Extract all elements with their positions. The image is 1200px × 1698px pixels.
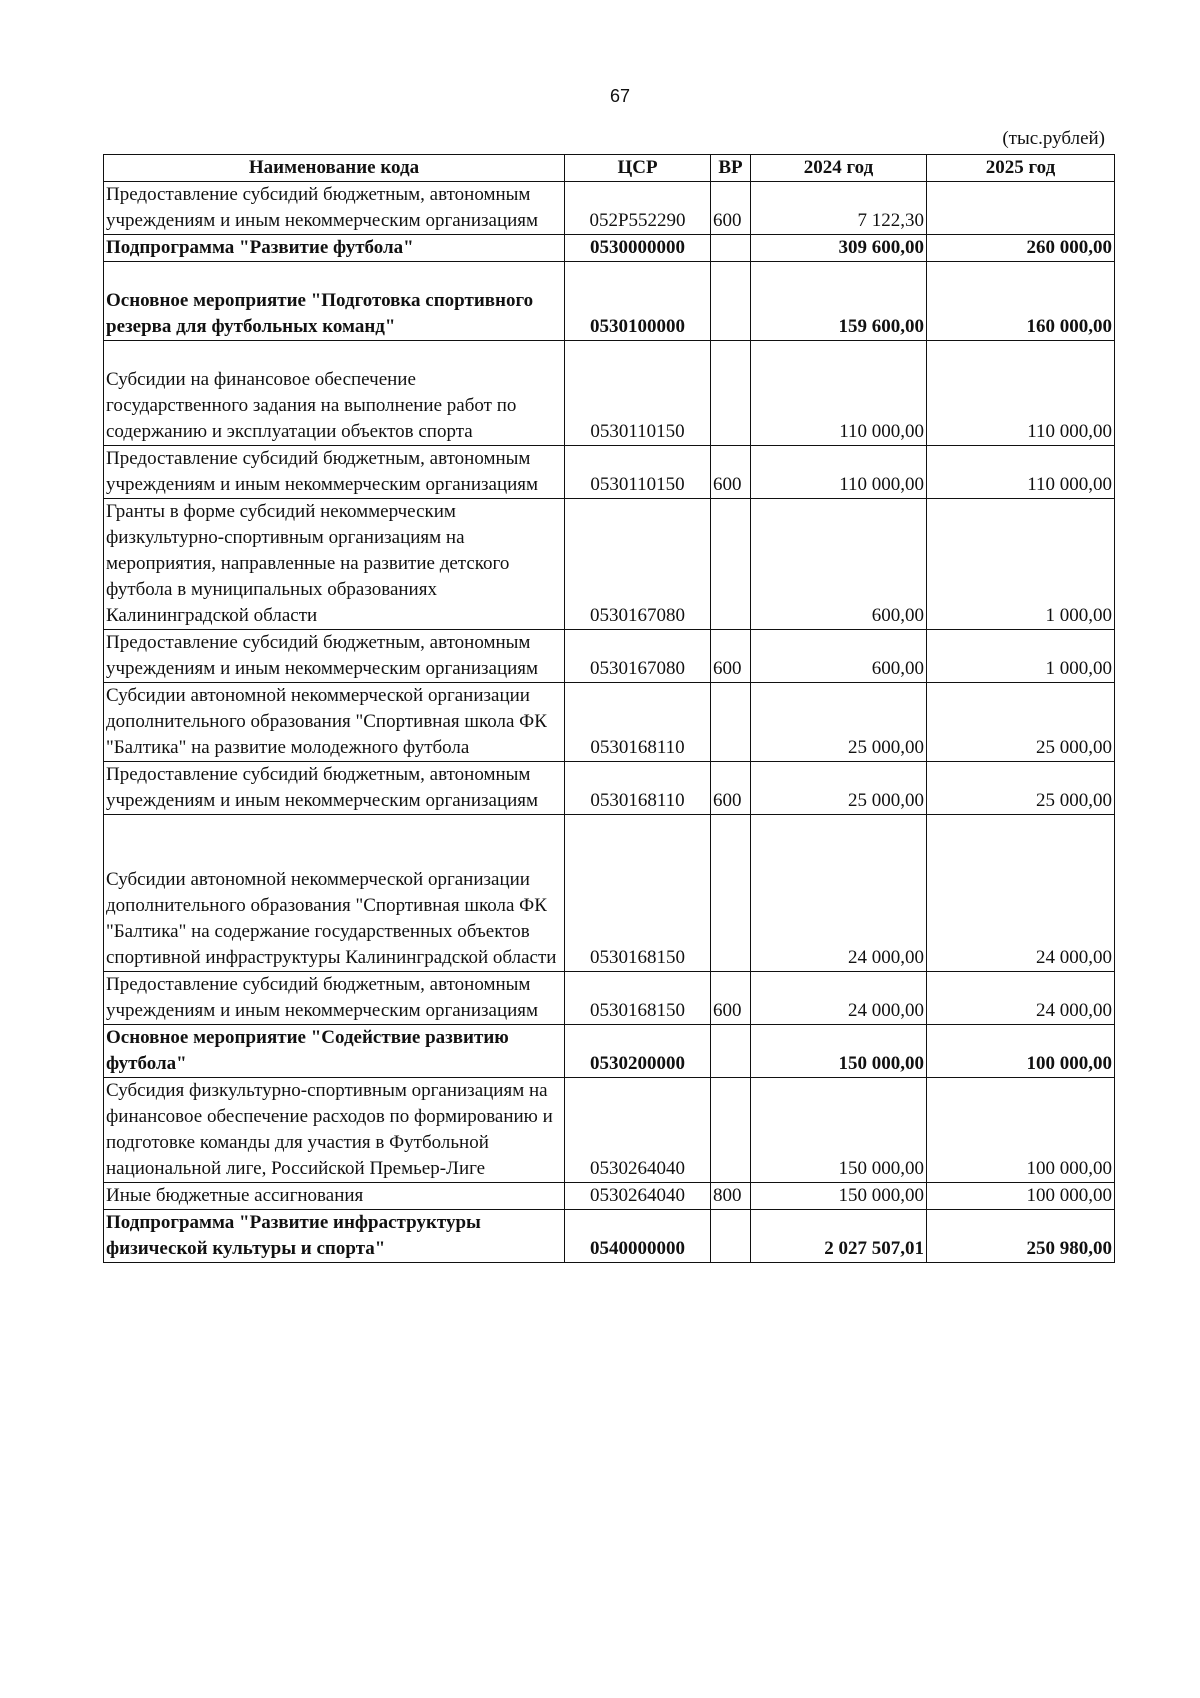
- table-row: [104, 499, 1115, 630]
- row-vr: [711, 235, 751, 262]
- row-name: Предоставление субсидий бюджетным, автономным учреждениям и иным некоммерческим организациям: [104, 972, 565, 1025]
- row-2024: 24 000,00: [751, 815, 927, 972]
- row-name: Гранты в форме субсидий некоммерческим физкультурно-спортивным организациям на мероприятия, направленные на развитие детского футбола в муниципальных образованиях Калининградской области: [104, 499, 565, 630]
- row-name: Предоставление субсидий бюджетным, автономным учреждениям и иным некоммерческим организациям: [104, 446, 565, 499]
- row-2024: 600,00: [751, 630, 927, 683]
- header-2024: 2024 год: [751, 155, 927, 182]
- row-name: Основное мероприятие "Подготовка спортивного резерва для футбольных команд": [104, 262, 565, 341]
- row-csr: 0530264040: [565, 1078, 711, 1183]
- row-name: Подпрограмма "Развитие инфраструктуры физической культуры и спорта": [104, 1210, 565, 1263]
- row-csr: 0530200000: [565, 1025, 711, 1078]
- row-2024: 25 000,00: [751, 762, 927, 815]
- header-name: Наименование кода: [104, 155, 565, 182]
- row-name: Подпрограмма "Развитие футбола": [104, 235, 565, 262]
- header-2025: 2025 год: [927, 155, 1115, 182]
- row-2025: [927, 182, 1115, 235]
- table-row: [104, 1183, 1115, 1210]
- row-vr: 600: [711, 182, 751, 235]
- page-number: 67: [609, 86, 631, 106]
- row-vr: [711, 499, 751, 630]
- row-2025: 260 000,00: [927, 235, 1115, 262]
- table-row: [104, 683, 1115, 762]
- row-name: Субсидии автономной некоммерческой организации дополнительного образования "Спортивная школа ФК "Балтика" на развитие молодежного футбола: [104, 683, 565, 762]
- row-2024: 150 000,00: [751, 1078, 927, 1183]
- row-vr: [711, 1078, 751, 1183]
- table-row: [104, 1078, 1115, 1183]
- table-row: [104, 182, 1115, 235]
- row-2024: 110 000,00: [751, 446, 927, 499]
- row-2024: 7 122,30: [751, 182, 927, 235]
- row-csr: 0530168110: [565, 683, 711, 762]
- row-name: Предоставление субсидий бюджетным, автономным учреждениям и иным некоммерческим организациям: [104, 762, 565, 815]
- row-csr: 0530167080: [565, 630, 711, 683]
- row-name: Основное мероприятие "Содействие развитию футбола": [104, 1025, 565, 1078]
- row-csr: 0530110150: [565, 446, 711, 499]
- row-2024: 24 000,00: [751, 972, 927, 1025]
- row-name: Субсидии автономной некоммерческой организации дополнительного образования "Спортивная школа ФК "Балтика" на содержание государственных объектов спортивной инфраструктуры Калининградской области: [104, 815, 565, 972]
- table-row: [104, 235, 1115, 262]
- table-row: [104, 1025, 1115, 1078]
- row-2024: 110 000,00: [751, 341, 927, 446]
- row-name: Предоставление субсидий бюджетным, автономным учреждениям и иным некоммерческим организациям: [104, 182, 565, 235]
- table-row: [104, 341, 1115, 446]
- budget-table: [103, 154, 1115, 1263]
- row-2025: 160 000,00: [927, 262, 1115, 341]
- row-vr: [711, 815, 751, 972]
- row-2025: 24 000,00: [927, 972, 1115, 1025]
- row-name: Иные бюджетные ассигнования: [104, 1183, 565, 1210]
- row-csr: 0530110150: [565, 341, 711, 446]
- table-header-row: [104, 155, 1115, 182]
- row-2024: 159 600,00: [751, 262, 927, 341]
- row-2024: 2 027 507,01: [751, 1210, 927, 1263]
- units-label: (тыс.рублей): [1002, 128, 1105, 149]
- row-vr: 800: [711, 1183, 751, 1210]
- row-2025: 110 000,00: [927, 341, 1115, 446]
- table-row: [104, 1210, 1115, 1263]
- table-row: [104, 262, 1115, 341]
- row-csr: 0530168110: [565, 762, 711, 815]
- table-row: [104, 630, 1115, 683]
- table-row: [104, 446, 1115, 499]
- row-2025: 250 980,00: [927, 1210, 1115, 1263]
- row-2025: 1 000,00: [927, 499, 1115, 630]
- row-2025: 100 000,00: [927, 1078, 1115, 1183]
- row-vr: 600: [711, 972, 751, 1025]
- row-vr: [711, 341, 751, 446]
- row-vr: [711, 1025, 751, 1078]
- row-2024: 309 600,00: [751, 235, 927, 262]
- row-2024: 600,00: [751, 499, 927, 630]
- row-vr: [711, 683, 751, 762]
- row-csr: 0540000000: [565, 1210, 711, 1263]
- row-2025: 100 000,00: [927, 1183, 1115, 1210]
- row-name: Предоставление субсидий бюджетным, автономным учреждениям и иным некоммерческим организациям: [104, 630, 565, 683]
- row-csr: 0530100000: [565, 262, 711, 341]
- row-name: Субсидии на финансовое обеспечение государственного задания на выполнение работ по содержанию и эксплуатации объектов спорта: [104, 341, 565, 446]
- row-name: Субсидия физкультурно-спортивным организациям на финансовое обеспечение расходов по формированию и подготовке команды для участия в Футбольной национальной лиге, Российской Премьер-Лиге: [104, 1078, 565, 1183]
- row-2025: 25 000,00: [927, 683, 1115, 762]
- row-2025: 25 000,00: [927, 762, 1115, 815]
- table-row: [104, 972, 1115, 1025]
- row-2024: 150 000,00: [751, 1025, 927, 1078]
- row-2024: 25 000,00: [751, 683, 927, 762]
- row-2024: 150 000,00: [751, 1183, 927, 1210]
- header-csr: ЦСР: [565, 155, 711, 182]
- row-2025: 1 000,00: [927, 630, 1115, 683]
- table-row: [104, 762, 1115, 815]
- row-2025: 24 000,00: [927, 815, 1115, 972]
- row-csr: 0530264040: [565, 1183, 711, 1210]
- table-row: [104, 815, 1115, 972]
- row-vr: 600: [711, 446, 751, 499]
- row-csr: 0530168150: [565, 972, 711, 1025]
- row-csr: 0530167080: [565, 499, 711, 630]
- row-2025: 110 000,00: [927, 446, 1115, 499]
- row-csr: 052P552290: [565, 182, 711, 235]
- row-vr: [711, 1210, 751, 1263]
- row-2025: 100 000,00: [927, 1025, 1115, 1078]
- row-vr: 600: [711, 762, 751, 815]
- row-csr: 0530000000: [565, 235, 711, 262]
- row-vr: [711, 262, 751, 341]
- row-vr: 600: [711, 630, 751, 683]
- row-csr: 0530168150: [565, 815, 711, 972]
- header-vr: ВР: [711, 155, 751, 182]
